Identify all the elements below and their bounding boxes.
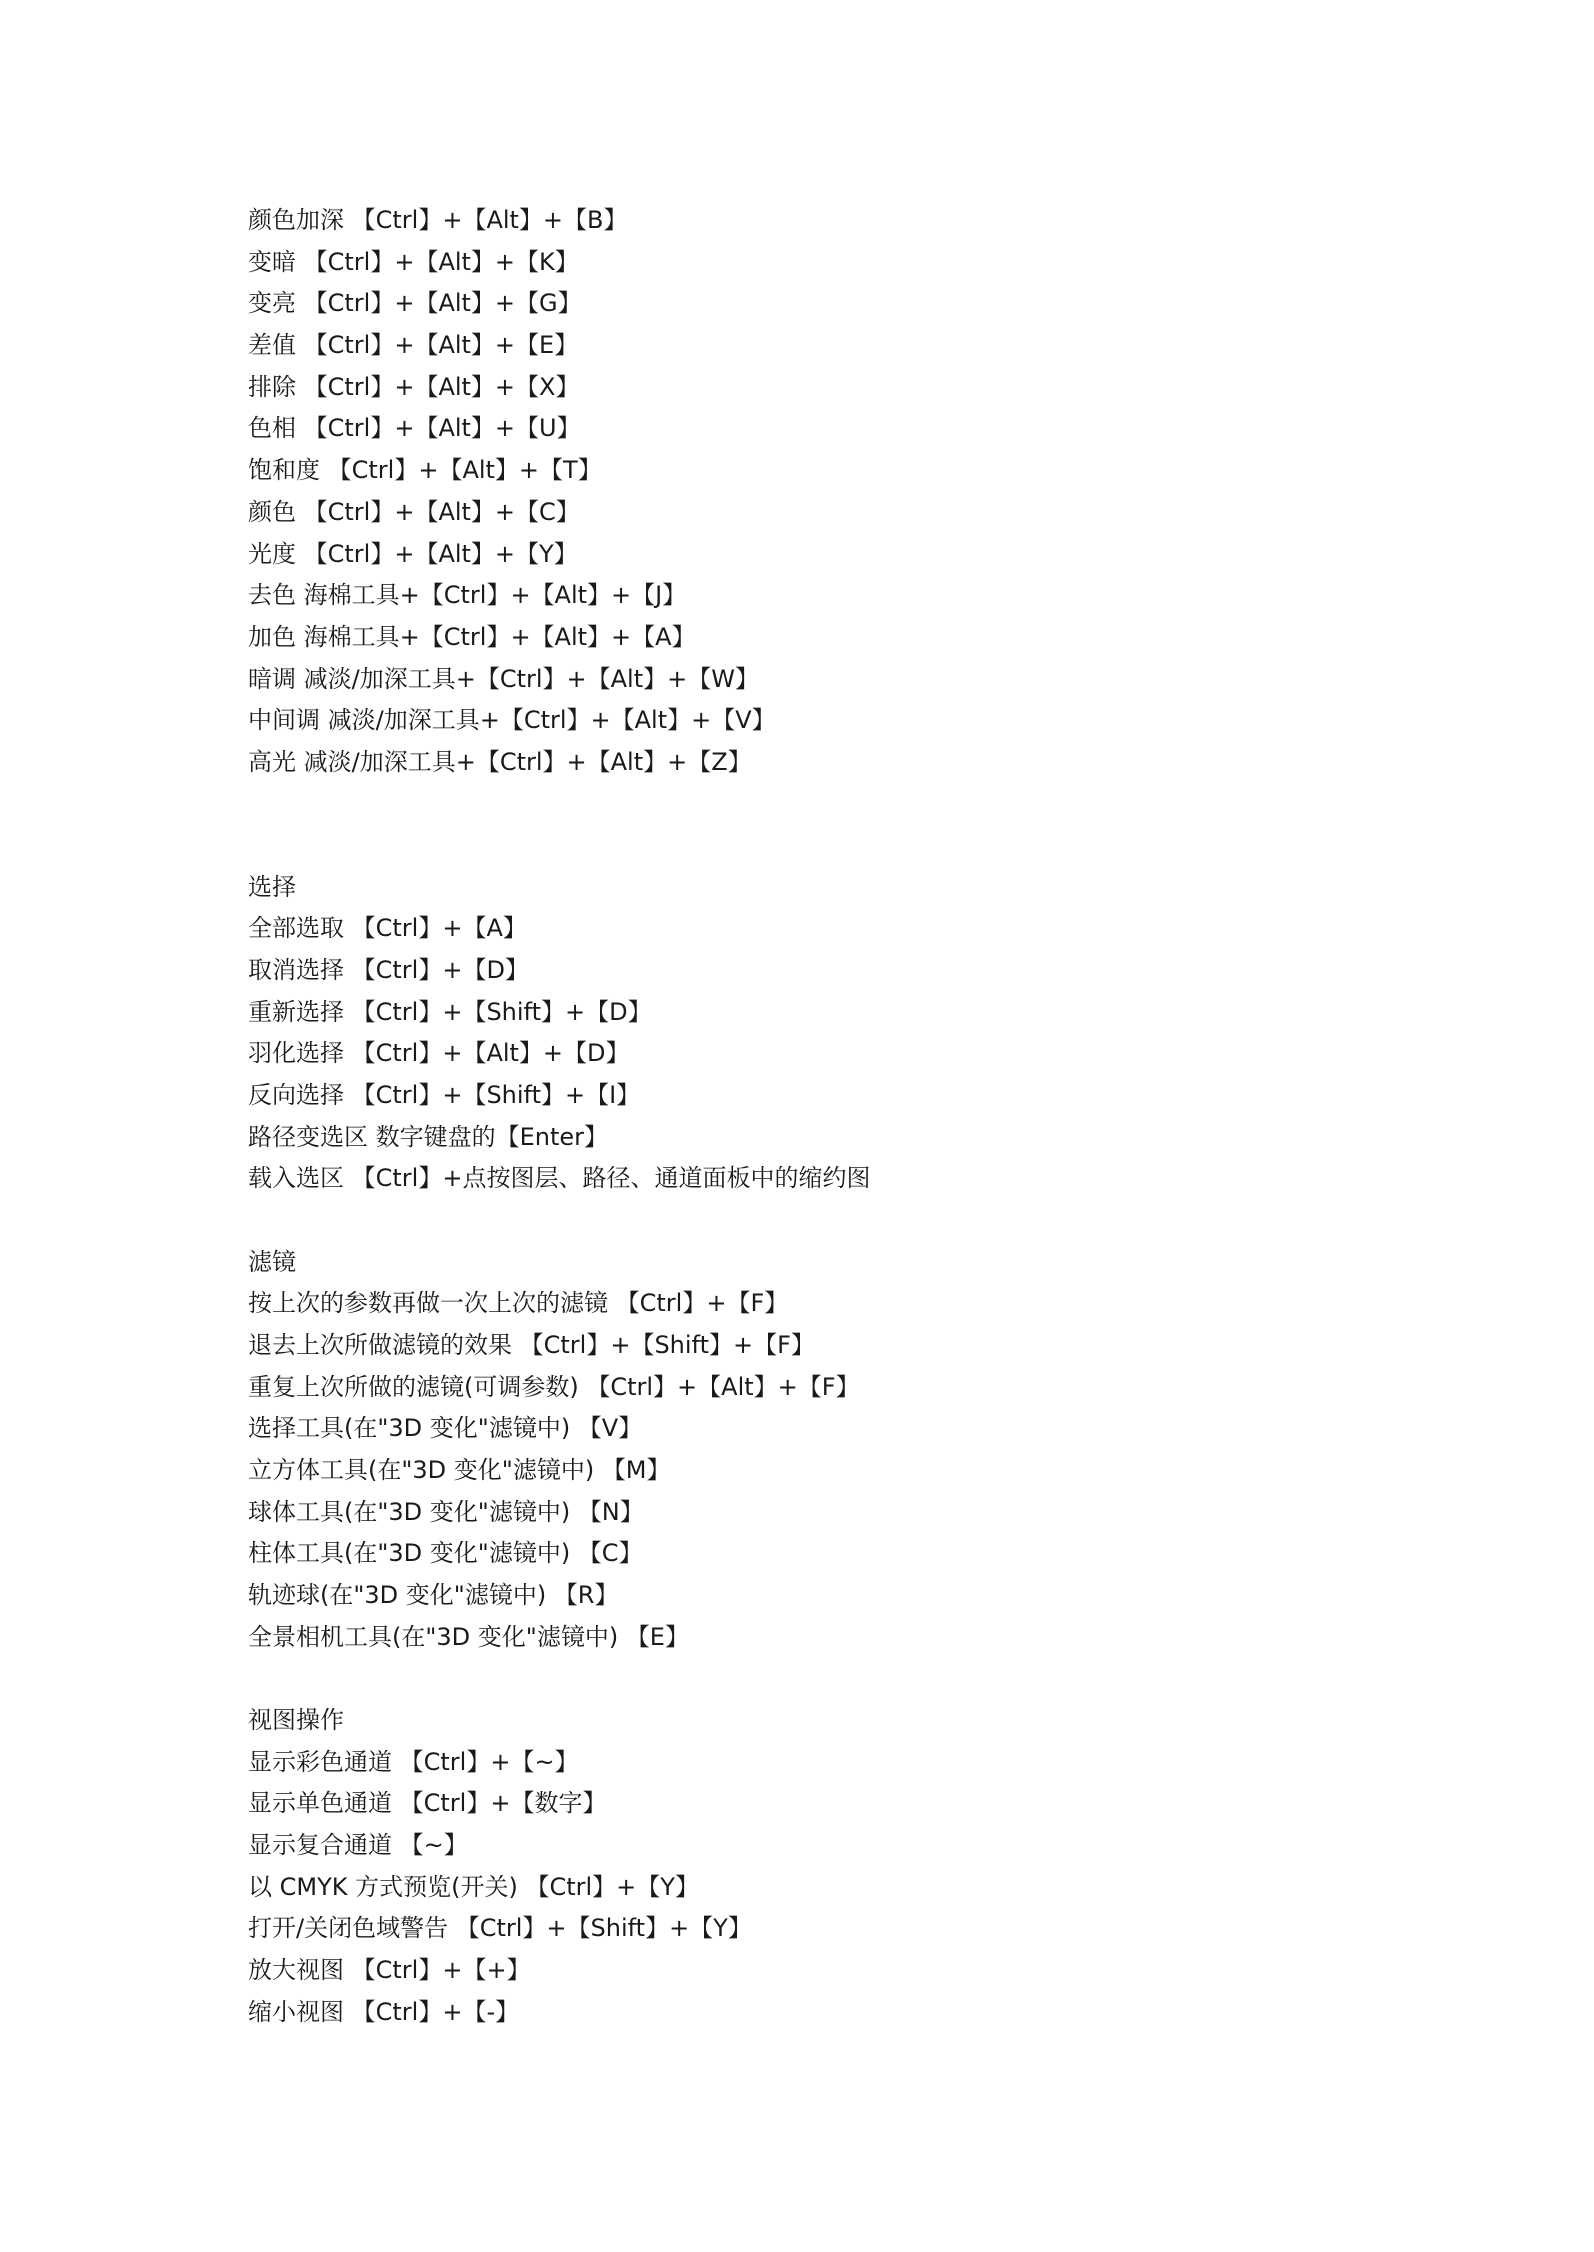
shortcut-line: 饱和度 【Ctrl】+【Alt】+【T】 <box>248 456 602 485</box>
shortcut-line: 以 CMYK 方式预览(开关) 【Ctrl】+【Y】 <box>248 1872 699 1901</box>
shortcut-line: 羽化选择 【Ctrl】+【Alt】+【D】 <box>248 1039 630 1068</box>
shortcut-line: 光度 【Ctrl】+【Alt】+【Y】 <box>248 539 578 568</box>
section-heading-selection: 选择 <box>248 872 296 901</box>
shortcut-line: 柱体工具(在"3D 变化"滤镜中) 【C】 <box>248 1539 643 1568</box>
shortcut-line: 立方体工具(在"3D 变化"滤镜中) 【M】 <box>248 1456 671 1485</box>
shortcut-line: 取消选择 【Ctrl】+【D】 <box>248 956 529 984</box>
shortcut-line: 显示复合通道 【~】 <box>248 1831 468 1860</box>
shortcut-line: 按上次的参数再做一次上次的滤镜 【Ctrl】+【F】 <box>248 1289 789 1318</box>
section-heading-view: 视图操作 <box>248 1706 344 1734</box>
shortcut-line: 路径变选区 数字键盘的【Enter】 <box>248 1122 609 1151</box>
document-page <box>248 200 1448 2034</box>
shortcut-line: 缩小视图 【Ctrl】+【-】 <box>248 1997 520 2026</box>
shortcut-line: 选择工具(在"3D 变化"滤镜中) 【V】 <box>248 1414 643 1443</box>
shortcut-line: 高光 减淡/加深工具+【Ctrl】+【Alt】+【Z】 <box>248 747 752 776</box>
shortcut-line: 排除 【Ctrl】+【Alt】+【X】 <box>248 372 580 401</box>
shortcut-line: 球体工具(在"3D 变化"滤镜中) 【N】 <box>248 1497 644 1526</box>
shortcut-line: 全景相机工具(在"3D 变化"滤镜中) 【E】 <box>248 1622 689 1651</box>
shortcut-line: 差值 【Ctrl】+【Alt】+【E】 <box>248 331 579 360</box>
shortcut-line: 打开/关闭色域警告 【Ctrl】+【Shift】+【Y】 <box>248 1914 752 1943</box>
view-section <box>248 1700 1448 2034</box>
shortcut-line: 颜色加深 【Ctrl】+【Alt】+【B】 <box>248 206 628 234</box>
shortcut-line: 反向选择 【Ctrl】+【Shift】+【I】 <box>248 1081 641 1110</box>
shortcut-line: 轨迹球(在"3D 变化"滤镜中) 【R】 <box>248 1581 619 1610</box>
shortcut-line: 去色 海棉工具+【Ctrl】+【Alt】+【J】 <box>248 581 687 610</box>
shortcut-line: 放大视图 【Ctrl】+【+】 <box>248 1956 531 1985</box>
shortcut-line: 中间调 减淡/加深工具+【Ctrl】+【Alt】+【V】 <box>248 706 776 735</box>
section-heading-filters: 滤镜 <box>248 1247 296 1276</box>
shortcut-line: 颜色 【Ctrl】+【Alt】+【C】 <box>248 497 580 526</box>
shortcut-line: 全部选取 【Ctrl】+【A】 <box>248 914 527 943</box>
shortcut-line: 变亮 【Ctrl】+【Alt】+【G】 <box>248 289 582 318</box>
section-spacer <box>248 1659 1448 1701</box>
section-spacer <box>248 784 1448 867</box>
shortcut-line: 载入选区 【Ctrl】+点按图层、路径、通道面板中的缩约图 <box>248 1164 871 1193</box>
shortcut-line: 加色 海棉工具+【Ctrl】+【Alt】+【A】 <box>248 622 696 651</box>
shortcut-line: 重新选择 【Ctrl】+【Shift】+【D】 <box>248 997 652 1026</box>
blend-mode-shortcuts <box>248 200 1448 784</box>
selection-section <box>248 867 1448 1201</box>
shortcut-line: 色相 【Ctrl】+【Alt】+【U】 <box>248 414 581 443</box>
shortcut-line: 变暗 【Ctrl】+【Alt】+【K】 <box>248 247 579 276</box>
shortcut-line: 退去上次所做滤镜的效果 【Ctrl】+【Shift】+【F】 <box>248 1331 815 1359</box>
filter-section <box>248 1242 1448 1659</box>
shortcut-line: 重复上次所做的滤镜(可调参数) 【Ctrl】+【Alt】+【F】 <box>248 1372 860 1401</box>
section-spacer <box>248 1200 1448 1242</box>
shortcut-line: 显示单色通道 【Ctrl】+【数字】 <box>248 1789 607 1818</box>
shortcut-line: 暗调 减淡/加深工具+【Ctrl】+【Alt】+【W】 <box>248 664 759 693</box>
shortcut-line: 显示彩色通道 【Ctrl】+【~】 <box>248 1747 579 1776</box>
